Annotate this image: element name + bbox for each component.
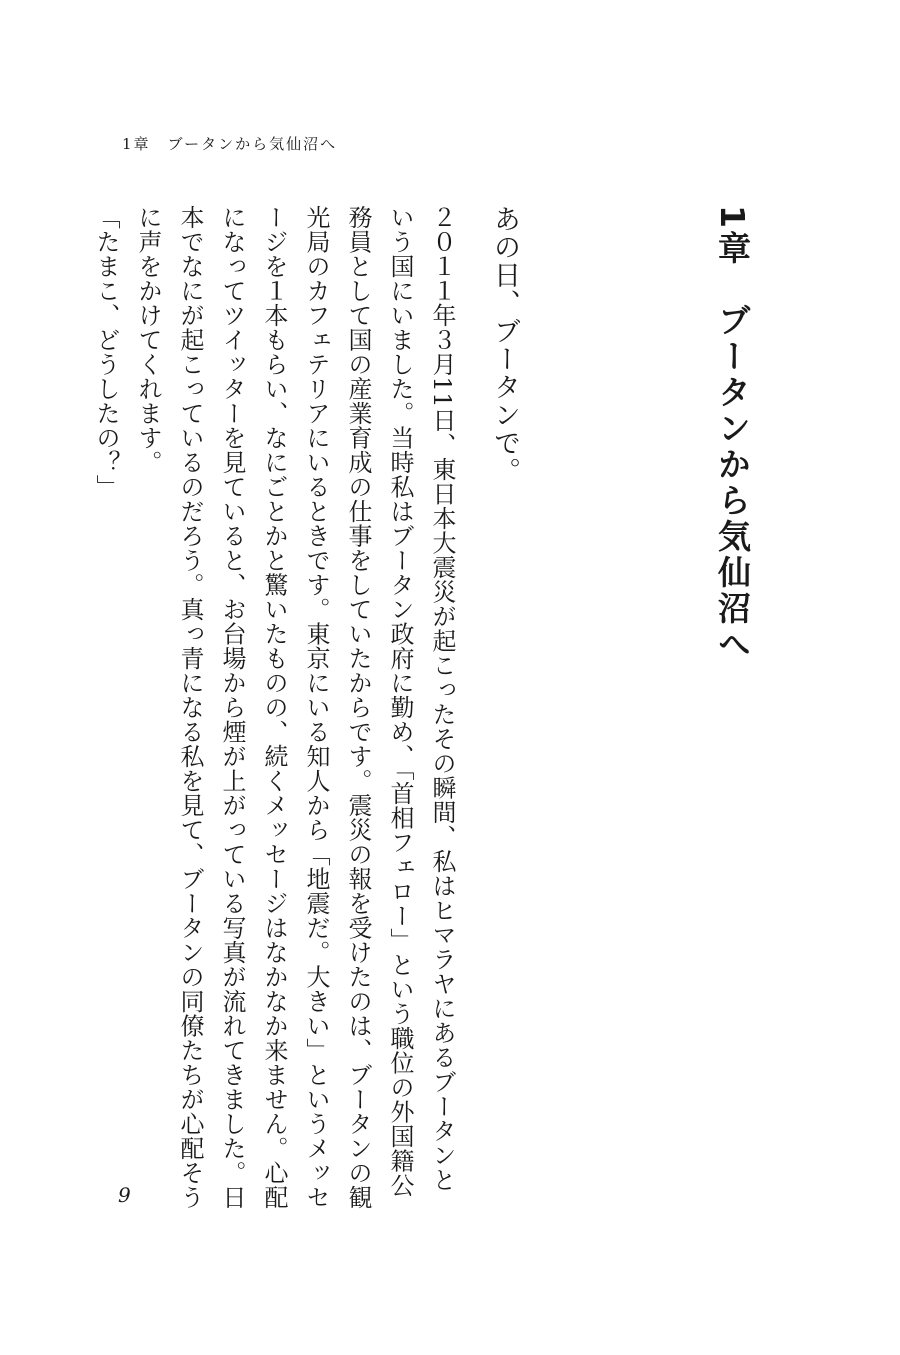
body-text bbox=[85, 205, 463, 1210]
page-number: 9 bbox=[118, 1183, 131, 1207]
chapter-title: 1章 ブータンから気仙沼へ bbox=[713, 205, 752, 663]
body-line: いう国にいました。当時私はブータン政府に勤め、「首相フェロー」という職位の外国籍公 bbox=[386, 205, 414, 1198]
body-line: に声をかけてくれます。 bbox=[134, 205, 162, 475]
body-line: 「たまこ、どうしたの？」 bbox=[92, 205, 120, 499]
body-line: になってツイッターを見ていると、お台場から煙が上がっている写真が流れてきました。日 bbox=[218, 205, 246, 1210]
body-line: ージを１本もらい、なにごとかと驚いたものの、続くメッセージはなかなか来ません。心配 bbox=[260, 205, 288, 1210]
body-line: ２０１１年３月11日、東日本大震災が起こったその瞬間、私はヒマラヤにあるブータンと bbox=[428, 205, 456, 1193]
body-line: 光局のカフェテリアにいるときです。東京にいる知人から「地震だ。大きい」というメッセ bbox=[302, 205, 330, 1210]
body-line: 本でなにが起こっているのだろう。真っ青になる私を見て、ブータンの同僚たちが心配そう bbox=[176, 205, 204, 1210]
body-line: 務員として国の産業育成の仕事をしていたからです。震災の報を受けたのは、ブータンの観 bbox=[344, 205, 372, 1210]
running-head: 1章 ブータンから気仙沼へ bbox=[122, 135, 338, 153]
section-heading: あの日、ブータンで。 bbox=[489, 205, 520, 485]
